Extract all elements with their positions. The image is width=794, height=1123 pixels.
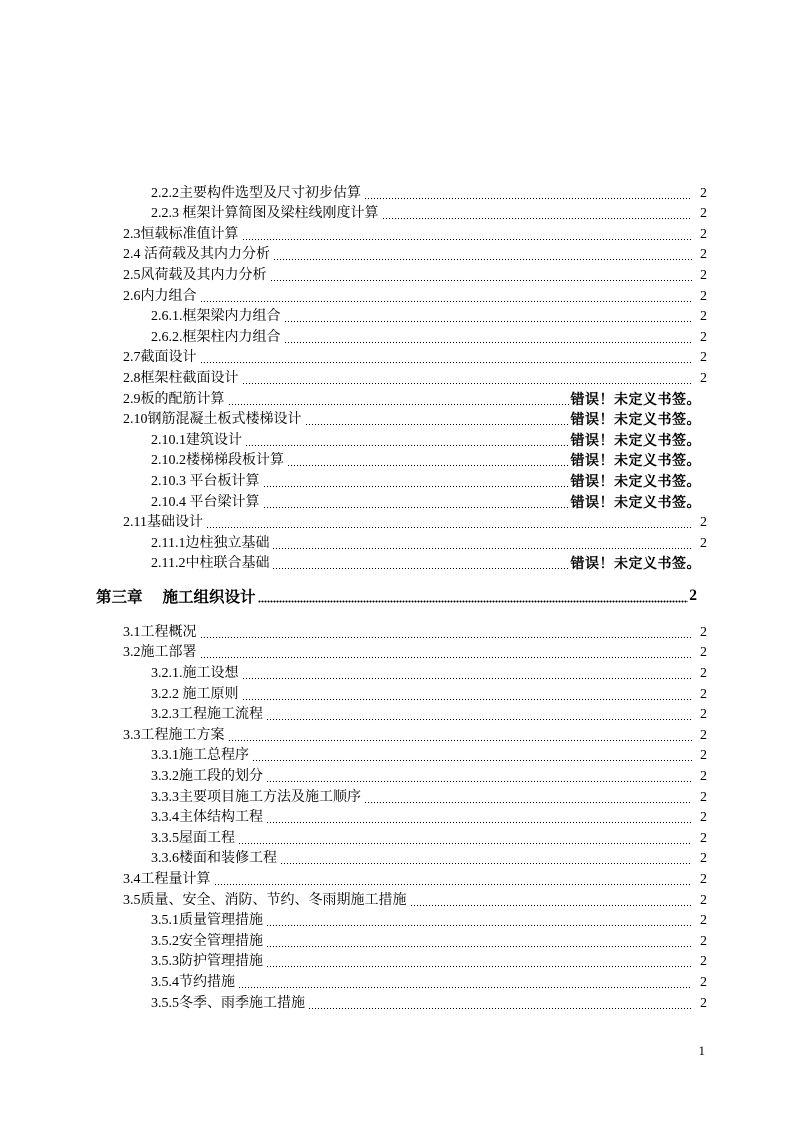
toc-entry-number: 3.3 [123, 727, 141, 743]
toc-entry-title: 冬季、雨季施工措施 [179, 994, 305, 1011]
toc-entry-number: 2.10.3 [151, 473, 190, 489]
toc-entry-label [123, 267, 269, 284]
toc-entry-label [151, 473, 262, 490]
toc-entry-label [123, 892, 409, 909]
toc-entry-page-number: 2 [700, 226, 707, 242]
toc-entry-title: 平台梁计算 [189, 493, 260, 510]
toc-section-chapter-3 [0, 620, 794, 1011]
dot-leader [206, 515, 692, 529]
toc-entry-title: 工程施工方案 [140, 726, 225, 743]
toc-entry-page-number: 2 [700, 830, 707, 846]
toc-entry-page-number: 2 [700, 535, 707, 551]
toc-entry[interactable] [0, 909, 794, 930]
toc-entry-number: 2.10.1 [151, 432, 186, 448]
toc-entry[interactable] [0, 970, 794, 991]
toc-entry-title: 楼梯梯段板计算 [186, 452, 284, 469]
toc-entry[interactable] [0, 408, 794, 429]
toc-entry-number: 2.6 [123, 288, 141, 304]
toc-entry-title: 框架柱截面设计 [140, 369, 239, 386]
toc-entry-title: 施工部署 [140, 644, 197, 661]
toc-entry-title: 主要项目施工方法及施工顺序 [179, 788, 361, 805]
bookmark-error-text: 错误！未定义书签。 [570, 412, 701, 429]
dot-leader [364, 186, 692, 200]
toc-entry-label [123, 514, 205, 531]
toc-entry[interactable] [0, 703, 794, 724]
toc-entry-page-number: 2 [700, 350, 707, 366]
toc-entry-label [151, 185, 363, 202]
dot-leader [228, 728, 693, 742]
toc-entry-page-number: 2 [700, 309, 707, 325]
toc-entry-label [151, 686, 241, 703]
toc-entry[interactable] [0, 785, 794, 806]
toc-entry-label [151, 706, 265, 723]
dot-leader [242, 666, 693, 680]
toc-entry-number: 2.10.4 [151, 494, 190, 510]
toc-entry-title: 质量、安全、消防、节约、冬雨期施工措施 [140, 891, 407, 908]
toc-entry-number: 3.2 [123, 645, 141, 661]
toc-entry-page-number: 2 [700, 789, 707, 805]
toc-entry-label [151, 809, 265, 826]
toc-entry[interactable] [0, 366, 794, 387]
toc-entry-number: 3.4 [123, 872, 141, 887]
toc-entry-label [151, 933, 265, 950]
dot-leader [242, 687, 693, 701]
toc-entry[interactable] [0, 469, 794, 490]
toc-entry[interactable] [0, 661, 794, 682]
toc-entry-title: 框架柱内力组合 [182, 328, 281, 345]
toc-entry-label [151, 830, 237, 847]
dot-leader [305, 412, 570, 426]
toc-entry[interactable] [0, 243, 794, 264]
toc-entry-number: 3.2.2 [151, 686, 183, 702]
dot-leader [200, 645, 693, 659]
toc-entry-title: 施工原则 [182, 685, 239, 702]
toc-entry-number: 3.2.3 [151, 707, 179, 723]
toc-entry-number: 2.10.2 [151, 453, 186, 469]
toc-entry-page-number: 2 [700, 748, 707, 764]
toc-entry-number: 3.5.2 [151, 933, 179, 949]
toc-entry-title: 工程施工流程 [179, 706, 263, 723]
toc-entry-page-number: 2 [700, 974, 707, 990]
toc-entry-number: 2.8 [123, 370, 141, 386]
toc-entry-number: 3.3.2 [151, 769, 179, 785]
toc-entry-label [151, 665, 241, 682]
toc-entry-number: 3.3.4 [151, 810, 179, 826]
toc-entry-number: 2.11 [123, 515, 147, 531]
toc-entry-page-number: 2 [700, 686, 707, 702]
dot-leader [200, 625, 693, 639]
toc-entry[interactable] [0, 929, 794, 950]
dot-leader [252, 748, 692, 762]
toc-entry[interactable] [0, 867, 794, 888]
toc-entry-label [123, 349, 199, 366]
toc-entry-number: 3.5.4 [151, 974, 179, 990]
toc-entry-page-number: 2 [700, 247, 707, 263]
toc-entry-label [151, 535, 271, 552]
toc-entry-title: 安全管理措施 [179, 932, 263, 949]
dot-leader [266, 810, 692, 824]
chapter-title: 施工组织设计 [162, 587, 256, 607]
toc-entry-label [123, 727, 227, 744]
toc-entry-page-number: 2 [700, 645, 707, 661]
dot-leader [263, 474, 570, 488]
toc-entry-label [151, 205, 381, 222]
toc-entry[interactable] [0, 325, 794, 346]
toc-entry-number: 3.1 [123, 624, 141, 640]
toc-entry[interactable] [0, 826, 794, 847]
table-of-contents [0, 181, 794, 1012]
toc-entry-page-number: 2 [700, 185, 707, 201]
toc-entry-number: 3.3.1 [151, 748, 179, 764]
toc-entry-page-number: 2 [700, 810, 707, 826]
toc-entry-label [123, 370, 241, 387]
toc-entry-page-number: 2 [700, 933, 707, 949]
toc-entry-title: 边柱独立基础 [185, 534, 270, 551]
toc-entry-page-number: 2 [700, 913, 707, 929]
toc-entry[interactable] [0, 305, 794, 326]
toc-entry-title: 工程概况 [140, 623, 197, 640]
footer-page-number: 1 [698, 1043, 705, 1058]
toc-entry-title: 框架梁内力组合 [182, 308, 281, 325]
toc-entry[interactable] [0, 428, 794, 449]
toc-entry[interactable] [0, 847, 794, 868]
toc-entry-page-number: 2 [700, 954, 707, 970]
toc-entry[interactable] [0, 222, 794, 243]
toc-entry-label [123, 624, 199, 641]
toc-entry-label [151, 974, 237, 991]
toc-entry[interactable] [0, 682, 794, 703]
dot-leader [284, 309, 693, 323]
dot-leader [263, 495, 570, 509]
toc-entry-label [151, 995, 307, 1012]
toc-entry-number: 2.11.1 [151, 535, 186, 551]
toc-entry-label [123, 226, 241, 243]
toc-entry-number: 2.7 [123, 350, 141, 366]
toc-section-chapter-2 [0, 181, 794, 572]
toc-entry-label [151, 329, 283, 346]
dot-leader [242, 371, 693, 385]
toc-entry-page-number: 2 [700, 727, 707, 743]
dot-leader [238, 975, 692, 989]
toc-entry-page-number: 2 [700, 995, 707, 1011]
toc-entry-title: 工程量计算 [140, 871, 211, 887]
dot-leader [200, 350, 693, 364]
toc-entry-title: 基础设计 [146, 514, 203, 531]
toc-entry[interactable] [0, 888, 794, 909]
toc-entry-title: 施工设想 [182, 665, 239, 682]
toc-entry-number: 2.2.2 [151, 185, 179, 201]
toc-entry-page-number: 2 [700, 707, 707, 723]
toc-entry-title: 中柱联合基础 [185, 555, 270, 572]
toc-entry-title: 恒载标准值计算 [140, 225, 239, 242]
toc-entry-label [123, 246, 272, 263]
toc-entry-title: 主体结构工程 [179, 809, 263, 826]
toc-entry[interactable] [0, 490, 794, 511]
toc-entry[interactable] [0, 744, 794, 765]
toc-entry-title: 主要构件选型及尺寸初步估算 [179, 184, 361, 201]
dot-leader [272, 556, 569, 570]
toc-entry-number: 3.3.3 [151, 789, 179, 805]
toc-entry-number: 3.5.3 [151, 954, 179, 970]
dot-leader [200, 289, 693, 303]
toc-entry-page-number: 2 [700, 769, 707, 785]
toc-entry[interactable] [0, 991, 794, 1012]
toc-entry-title: 施工总程序 [179, 747, 249, 764]
toc-entry[interactable] [0, 387, 794, 408]
dot-leader [238, 831, 692, 845]
dot-leader [382, 206, 693, 220]
toc-entry-title: 施工段的划分 [179, 768, 263, 785]
toc-entry-title: 钢筋混凝土板式楼梯设计 [147, 411, 302, 428]
toc-entry-page-number: 2 [700, 515, 707, 531]
toc-entry-label [151, 768, 265, 785]
dot-leader [284, 330, 693, 344]
toc-entry-title: 活荷载及其内力分析 [144, 246, 270, 263]
toc-entry[interactable] [0, 511, 794, 532]
dot-leader [308, 996, 692, 1010]
bookmark-error-text: 错误！未定义书签。 [570, 453, 701, 470]
toc-entry-title: 楼面和装修工程 [179, 850, 277, 867]
chapter-page-number: 2 [689, 587, 697, 605]
toc-entry-page-number: 2 [700, 370, 707, 386]
toc-entry-number: 2.6.1. [151, 309, 183, 325]
toc-entry-title: 建筑设计 [186, 431, 242, 448]
toc-entry-number: 3.3.5 [151, 830, 179, 846]
toc-entry-label [151, 452, 286, 469]
toc-entry-title: 风荷载及其内力分析 [140, 266, 267, 283]
toc-entry-title: 框架计算简图及梁柱线刚度计算 [182, 205, 379, 222]
toc-entry-page-number: 2 [700, 624, 707, 640]
dot-leader [273, 247, 692, 261]
toc-entry[interactable] [0, 263, 794, 284]
toc-entry[interactable] [0, 531, 794, 552]
bookmark-error-text: 错误！未定义书签。 [570, 391, 701, 408]
bookmark-error-text: 错误！未定义书签。 [570, 494, 701, 511]
toc-entry[interactable] [0, 449, 794, 470]
toc-entry-label [151, 494, 262, 511]
dot-leader [214, 872, 693, 886]
toc-entry-page-number: 2 [700, 267, 707, 283]
toc-entry-number: 2.9 [123, 391, 141, 407]
toc-entry-title: 平台板计算 [189, 472, 260, 489]
toc-entry-page-number: 2 [700, 892, 707, 908]
toc-entry-page-number: 2 [700, 288, 707, 304]
dot-leader [266, 769, 692, 783]
bookmark-error-text: 错误！未定义书签。 [570, 432, 701, 449]
toc-entry-label [151, 555, 271, 572]
dot-leader [410, 893, 693, 907]
toc-entry-label [151, 850, 279, 867]
toc-entry-number: 3.5.5 [151, 995, 179, 1011]
toc-entry-label [151, 308, 283, 325]
toc-entry-page-number: 2 [700, 872, 707, 887]
toc-entry[interactable] [0, 764, 794, 785]
toc-entry-number: 2.6.2. [151, 329, 183, 345]
toc-entry-label [151, 953, 265, 970]
toc-entry-number: 2.10 [123, 412, 148, 428]
dot-leader [228, 392, 570, 406]
toc-entry-title: 节约措施 [179, 973, 235, 990]
bookmark-error-text: 错误！未定义书签。 [570, 473, 701, 490]
dot-leader [270, 268, 693, 282]
toc-chapter-heading[interactable] [0, 574, 794, 618]
toc-entry[interactable] [0, 346, 794, 367]
toc-entry-number: 2.2.3 [151, 206, 183, 222]
toc-entry-number: 2.3 [123, 226, 141, 242]
toc-entry-label [123, 411, 304, 428]
dot-leader [266, 707, 692, 721]
toc-entry-page-number: 2 [700, 206, 707, 222]
toc-entry[interactable] [0, 202, 794, 223]
toc-entry[interactable] [0, 806, 794, 827]
dot-leader [242, 227, 693, 241]
toc-entry[interactable] [0, 641, 794, 662]
toc-entry-title: 屋面工程 [179, 829, 235, 846]
dot-leader [287, 453, 570, 467]
toc-entry-label [123, 644, 199, 661]
toc-entry-number: 3.3.6 [151, 851, 179, 867]
toc-entry-label [123, 391, 227, 408]
dot-leader [266, 954, 692, 968]
dot-leader [258, 589, 689, 603]
toc-entry-title: 板的配筋计算 [140, 390, 225, 407]
toc-entry-number: 3.2.1. [151, 666, 183, 682]
dot-leader [245, 433, 570, 447]
toc-entry[interactable] [0, 723, 794, 744]
bookmark-error-text: 错误！未定义书签。 [570, 556, 701, 573]
toc-entry-title: 截面设计 [140, 349, 197, 366]
toc-entry-title: 防护管理措施 [179, 953, 263, 970]
dot-leader [266, 913, 692, 927]
toc-entry[interactable] [0, 552, 794, 573]
toc-entry-page-number: 2 [700, 851, 707, 867]
toc-entry-label [151, 747, 251, 764]
toc-entry-number: 3.5 [123, 892, 141, 908]
toc-entry[interactable] [0, 620, 794, 641]
toc-entry-title: 内力组合 [140, 287, 197, 304]
toc-entry-number: 3.5.1 [151, 913, 179, 929]
toc-entry-label [151, 432, 244, 449]
toc-entry-number: 2.5 [123, 267, 141, 283]
chapter-label: 第三章 [96, 587, 143, 607]
toc-entry[interactable] [0, 284, 794, 305]
toc-entry-label [123, 288, 199, 305]
toc-entry-label [123, 871, 213, 888]
dot-leader [364, 790, 692, 804]
toc-entry-number: 2.4 [123, 247, 144, 263]
toc-entry[interactable] [0, 950, 794, 971]
toc-entry-number: 2.11.2 [151, 556, 186, 572]
toc-entry-page-number: 2 [700, 666, 707, 682]
toc-entry-label [151, 789, 363, 806]
toc-entry-label [151, 912, 265, 929]
dot-leader [272, 536, 692, 550]
toc-entry-page-number: 2 [700, 329, 707, 345]
dot-leader [280, 851, 692, 865]
toc-entry-title: 质量管理措施 [179, 912, 263, 929]
dot-leader [266, 934, 692, 948]
toc-entry[interactable] [0, 181, 794, 202]
